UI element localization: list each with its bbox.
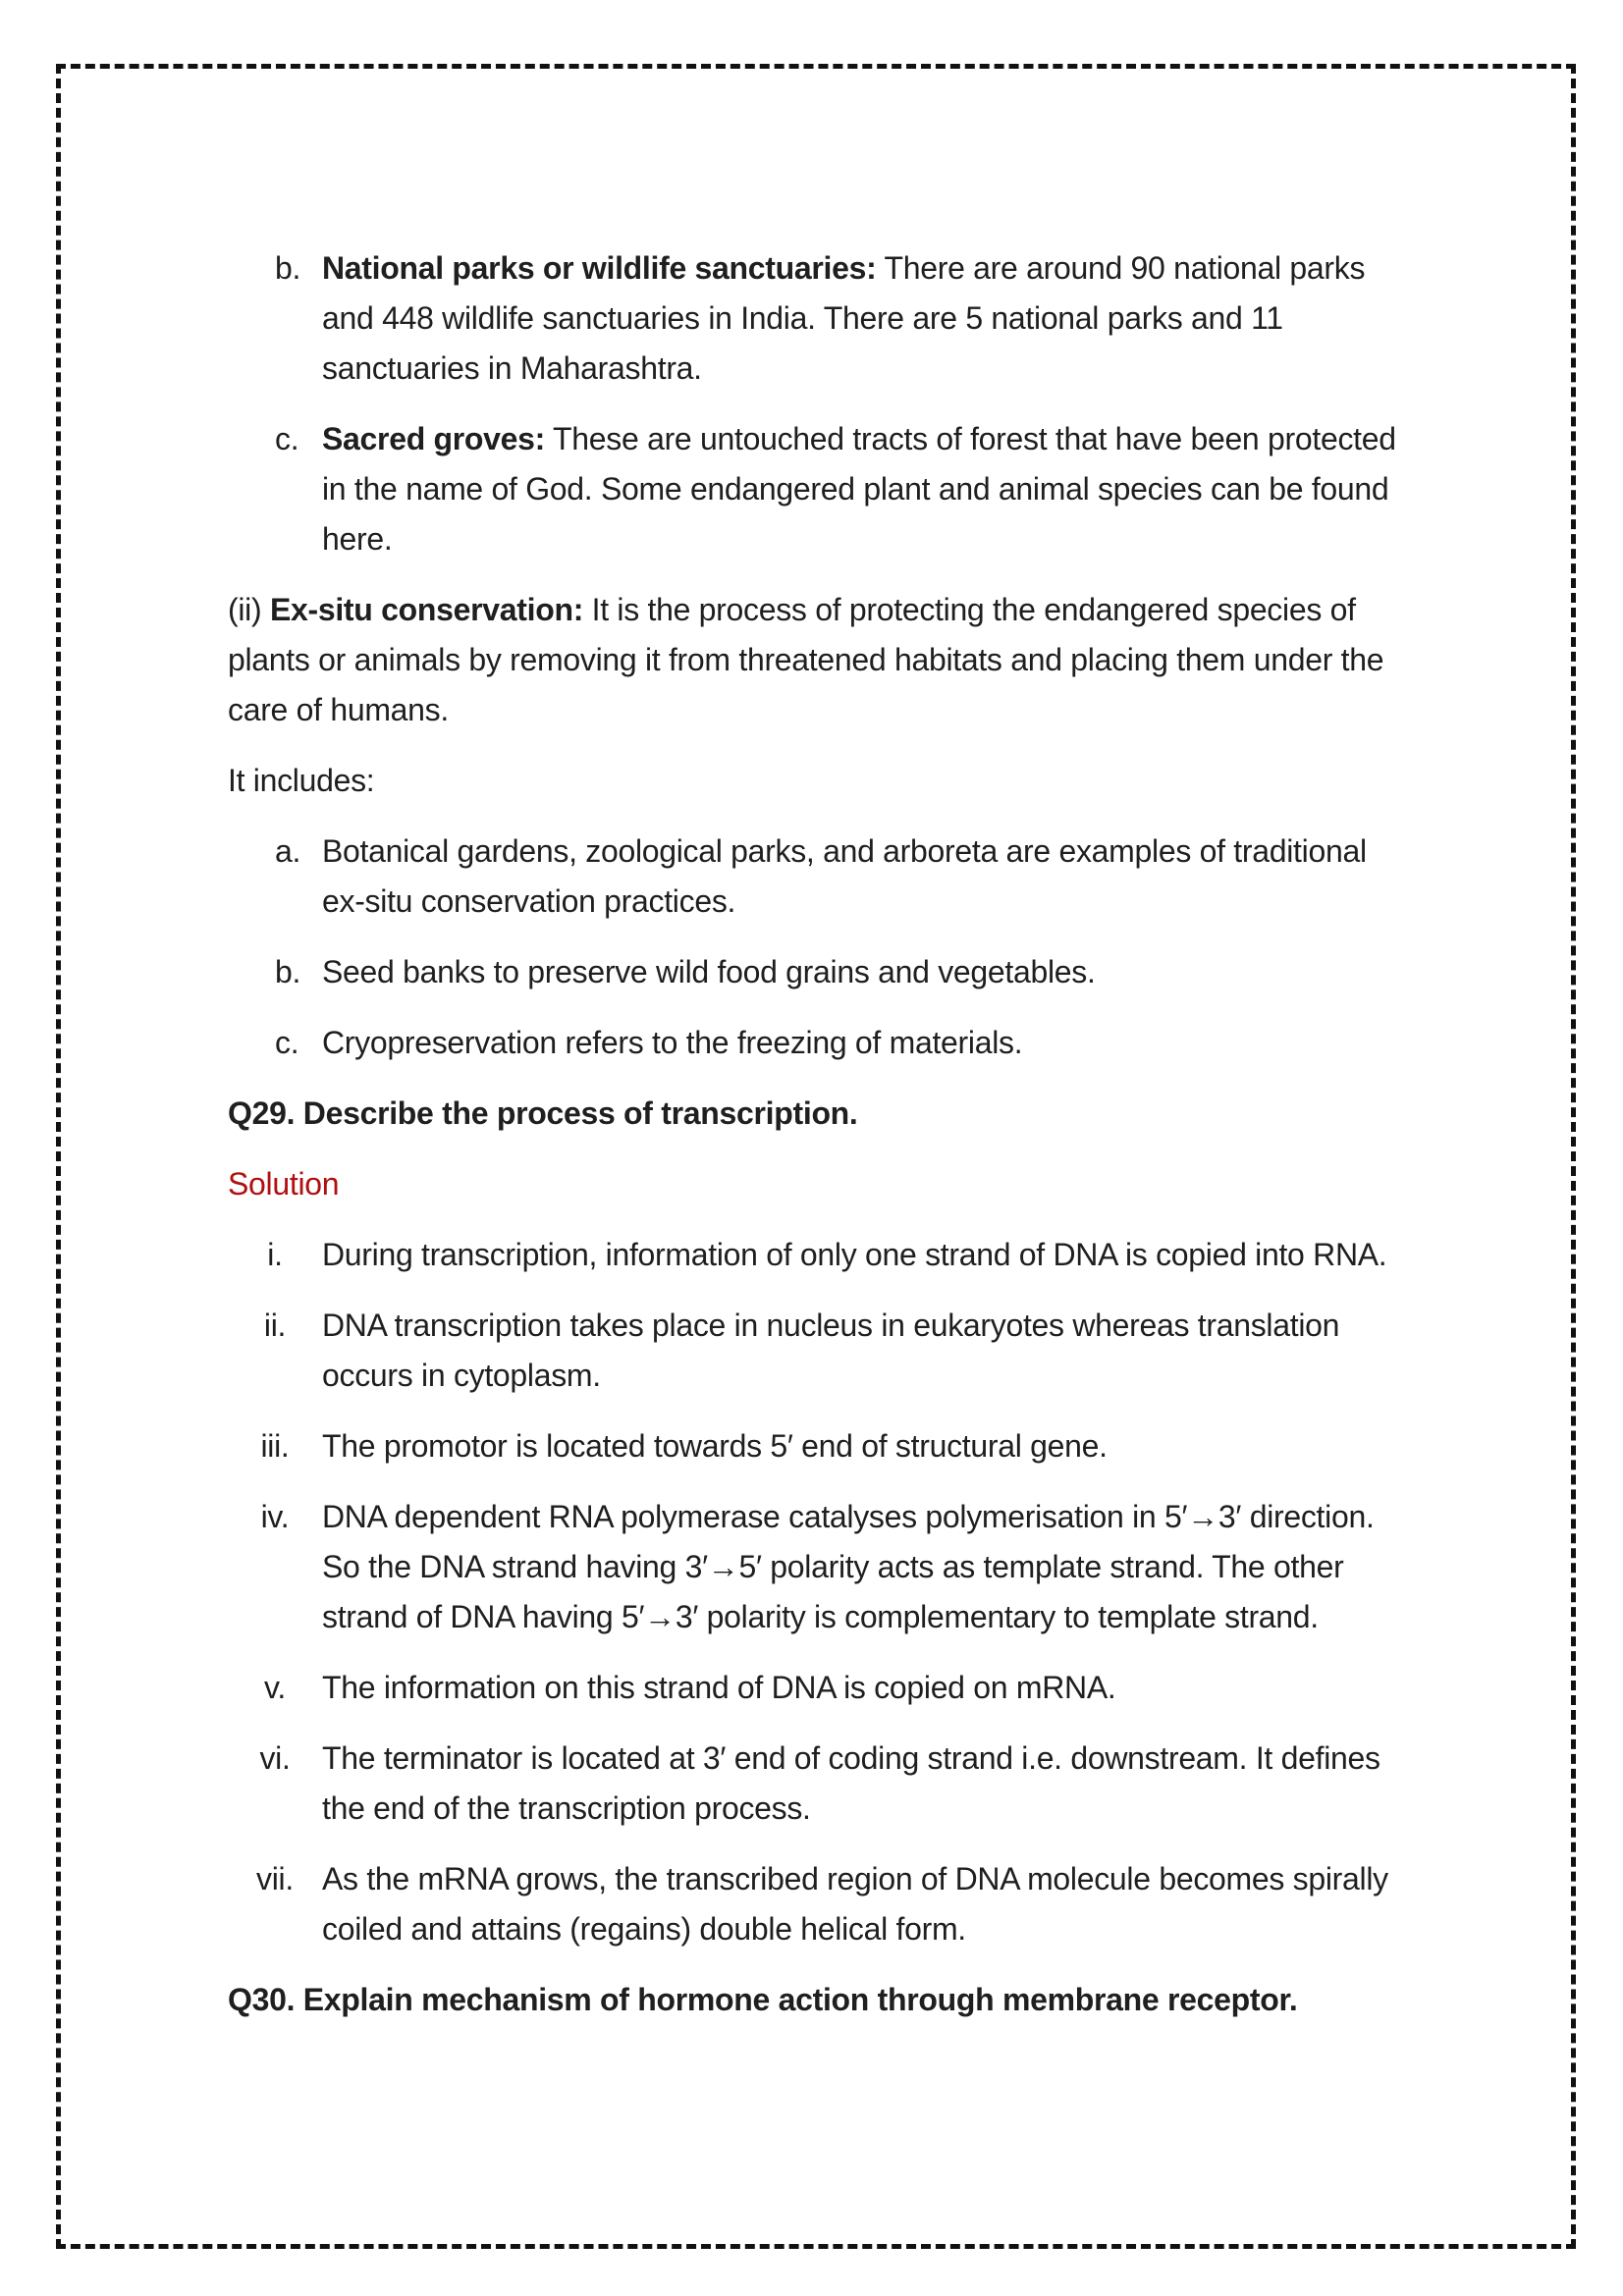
list-item-national-parks: [228, 243, 1406, 394]
point-text: As the mRNA grows, the transcribed region of DNA molecule becomes spirally coiled and attains (regains) double helical form.: [322, 1861, 1388, 1947]
solution-point: [228, 1230, 1406, 1280]
solution-point: [228, 1421, 1406, 1471]
list-item-botanical-gardens: [228, 827, 1406, 927]
exsitu-term: Ex-situ conservation:: [269, 592, 584, 627]
solution-point: [228, 1734, 1406, 1834]
list-text: Botanical gardens, zoological parks, and arboreta are examples of traditional ex-situ conservation practices.: [322, 833, 1367, 919]
point-marker: i.: [267, 1237, 283, 1272]
text-national-parks: There are around 90 national parks and 448 wildlife sanctuaries in India. There are 5 national parks and 11 sanctuaries in Maharashtra.: [322, 250, 1366, 386]
solution-point: [228, 1301, 1406, 1401]
point-text: The information on this strand of DNA is copied on mRNA.: [322, 1670, 1116, 1705]
list-marker: a.: [275, 833, 301, 869]
exsitu-paragraph: [228, 585, 1406, 735]
exsitu-prefix: (ii): [228, 592, 270, 627]
solution-point: [228, 1492, 1406, 1642]
exsitu-includes: It includes:: [228, 763, 375, 798]
point-marker: ii.: [263, 1308, 287, 1343]
point-text: The promotor is located towards 5′ end of structural gene.: [322, 1428, 1108, 1464]
list-marker: c.: [275, 421, 299, 456]
point-text: DNA transcription takes place in nucleus in eukaryotes whereas translation occurs in cytoplasm.: [322, 1308, 1340, 1393]
point-marker: v.: [264, 1670, 286, 1705]
document-body: [228, 243, 1406, 2046]
point-text: DNA dependent RNA polymerase catalyses polymerisation in 5′→3′ direction. So the DNA strand having 3′→5′ polarity acts as template strand. The other strand of DNA having 5′→3′ polarity is complementary to template strand.: [322, 1499, 1375, 1634]
text-sacred-groves: These are untouched tracts of forest that have been protected in the name of God. Some endangered plant and animal species can be found here.: [322, 421, 1396, 557]
list-item-cryopreservation: [228, 1018, 1406, 1068]
solution-label: Solution: [228, 1166, 340, 1201]
question-q29: Q29. Describe the process of transcription.: [228, 1095, 858, 1131]
point-text: The terminator is located at 3′ end of coding strand i.e. downstream. It defines the end of the transcription process.: [322, 1740, 1380, 1826]
exsitu-text: It is the process of protecting the endangered species of plants or animals by removing it from threatened habitats and placing them under the care of humans.: [228, 592, 1384, 727]
list-marker: c.: [275, 1025, 299, 1060]
list-text: Cryopreservation refers to the freezing of materials.: [322, 1025, 1023, 1060]
term-sacred-groves: Sacred groves:: [322, 421, 546, 456]
list-item-sacred-groves: [228, 414, 1406, 564]
point-text: During transcription, information of only one strand of DNA is copied into RNA.: [322, 1237, 1387, 1272]
solution-point: [228, 1663, 1406, 1713]
list-marker: b.: [275, 954, 301, 989]
term-national-parks: National parks or wildlife sanctuaries:: [322, 250, 877, 286]
list-marker: b.: [275, 250, 301, 286]
solution-point: [228, 1854, 1406, 1954]
list-text: Seed banks to preserve wild food grains and vegetables.: [322, 954, 1096, 989]
point-marker: iii.: [260, 1428, 290, 1464]
point-marker: iv.: [260, 1499, 290, 1534]
point-marker: vi.: [259, 1740, 291, 1776]
list-item-seed-banks: [228, 947, 1406, 997]
question-q30: Q30. Explain mechanism of hormone action through membrane receptor.: [228, 1982, 1298, 2017]
point-marker: vii.: [256, 1861, 294, 1896]
